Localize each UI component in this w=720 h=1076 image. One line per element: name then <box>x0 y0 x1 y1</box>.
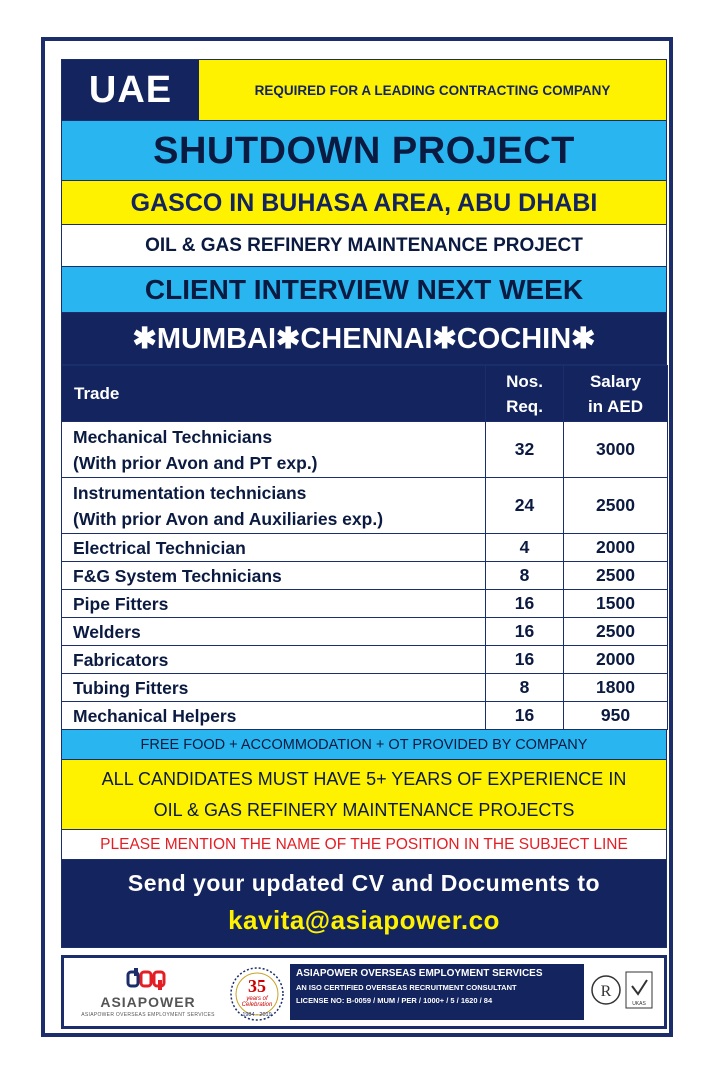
project-title: SHUTDOWN PROJECT <box>61 121 667 181</box>
nos-cell: 16 <box>486 702 564 730</box>
salary-cell: 2500 <box>564 478 668 534</box>
license-number: LICENSE NO: B-0059 / MUM / PER / 1000+ / 5 / 1620 / 84 <box>296 996 493 1005</box>
seal-caption: years of Celebration <box>241 996 273 1008</box>
trade-cell: Fabricators <box>62 646 486 674</box>
poster-frame <box>41 37 673 1037</box>
contact-email[interactable]: kavita@asiapower.co <box>228 905 500 935</box>
poster-content <box>61 59 667 948</box>
company-name: ASIAPOWER OVERSEAS EMPLOYMENT SERVICES <box>296 968 543 979</box>
logo-subtitle: ASIAPOWER OVERSEAS EMPLOYMENT SERVICES <box>81 1012 215 1018</box>
seal-years: 1984 - 2019 <box>242 1012 272 1018</box>
top-banner <box>61 59 667 121</box>
table-row <box>62 674 668 702</box>
asiapower-logo-icon <box>126 968 168 992</box>
nos-cell: 16 <box>486 618 564 646</box>
trade-cell: Pipe Fitters <box>62 590 486 618</box>
trade-cell: Tubing Fitters <box>62 674 486 702</box>
trade-cell: Welders <box>62 618 486 646</box>
anniversary-seal-icon <box>229 966 285 1022</box>
table-row <box>62 590 668 618</box>
interview-cities: ✱MUMBAI✱CHENNAI✱COCHIN✱ <box>61 313 667 365</box>
trade-cell: Electrical Technician <box>62 534 486 562</box>
required-for-label: REQUIRED FOR A LEADING CONTRACTING COMPANY <box>199 60 666 120</box>
registered-mark: R <box>600 983 612 1000</box>
logo-name: ASIAPOWER <box>100 994 196 1010</box>
nos-cell: 32 <box>486 422 564 478</box>
salary-cell: 1800 <box>564 674 668 702</box>
interview-notice: CLIENT INTERVIEW NEXT WEEK <box>61 267 667 313</box>
country-label: UAE <box>62 60 199 120</box>
table-row <box>62 534 668 562</box>
nos-cell: 8 <box>486 674 564 702</box>
trades-table <box>61 365 668 730</box>
nos-cell: 16 <box>486 646 564 674</box>
salary-header: Salary in AED <box>564 366 668 422</box>
trade-cell: Mechanical Helpers <box>62 702 486 730</box>
trade-header: Trade <box>62 366 486 422</box>
ukas-label: UKAS <box>632 1001 646 1007</box>
salary-cell: 2000 <box>564 646 668 674</box>
table-row <box>62 478 668 534</box>
nos-cell: 24 <box>486 478 564 534</box>
experience-note: ALL CANDIDATES MUST HAVE 5+ YEARS OF EXPERIENCE IN OIL & GAS REFINERY MAINTENANCE PROJECTS <box>61 760 667 830</box>
table-header-row <box>62 366 668 422</box>
salary-cell: 2500 <box>564 618 668 646</box>
table-row <box>62 702 668 730</box>
table-row <box>62 618 668 646</box>
trade-cell: F&G System Technicians <box>62 562 486 590</box>
salary-cell: 1500 <box>564 590 668 618</box>
contact-block <box>61 860 667 948</box>
benefits-note: FREE FOOD + ACCOMMODATION + OT PROVIDED BY COMPANY <box>61 730 667 760</box>
salary-cell: 2000 <box>564 534 668 562</box>
trade-cell: Instrumentation technicians (With prior Avon and Auxiliaries exp.) <box>62 478 486 534</box>
nos-cell: 8 <box>486 562 564 590</box>
nos-header: Nos. Req. <box>486 366 564 422</box>
trade-cell: Mechanical Technicians (With prior Avon and PT exp.) <box>62 422 486 478</box>
salary-cell: 950 <box>564 702 668 730</box>
table-row <box>62 422 668 478</box>
subject-line-note: PLEASE MENTION THE NAME OF THE POSITION IN THE SUBJECT LINE <box>61 830 667 860</box>
iso-badges-icon <box>590 966 656 1020</box>
salary-cell: 3000 <box>564 422 668 478</box>
nos-cell: 16 <box>486 590 564 618</box>
nos-cell: 4 <box>486 534 564 562</box>
salary-cell: 2500 <box>564 562 668 590</box>
project-location: GASCO IN BUHASA AREA, ABU DHABI <box>61 181 667 225</box>
iso-certification: AN ISO CERTIFIED OVERSEAS RECRUITMENT CONSULTANT <box>296 983 517 992</box>
seal-number: 35 <box>248 976 266 996</box>
send-cv-text: Send your updated CV and Documents to <box>127 870 601 896</box>
asiapower-logo <box>78 968 218 1022</box>
table-row <box>62 646 668 674</box>
project-type: OIL & GAS REFINERY MAINTENANCE PROJECT <box>61 225 667 267</box>
table-row <box>62 562 668 590</box>
certification-box <box>290 964 584 1020</box>
company-footer <box>61 955 667 1029</box>
